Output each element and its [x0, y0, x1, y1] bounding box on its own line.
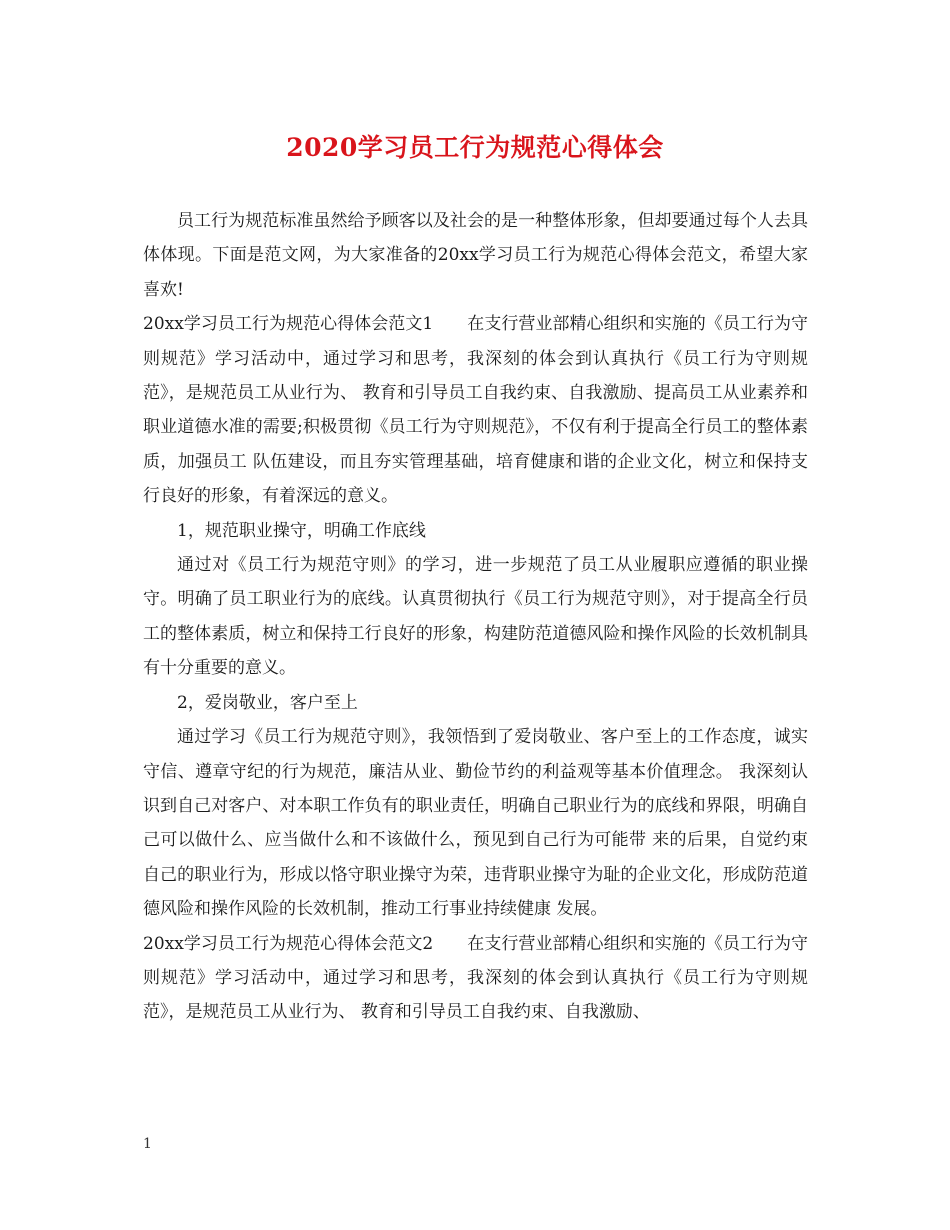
page-number: 1 [143, 1136, 152, 1152]
document-body [143, 204, 808, 1030]
section-heading-2: 2，爱岗敬业，客户至上 [177, 692, 358, 713]
section-heading-1: 1，规范职业操守，明确工作底线 [177, 520, 426, 541]
paragraph-section-2: 通过学习《员工行为规范守则》，我领悟到了爱岗敬业、客户至上的工作态度，诚实守信、遵章守纪的行为规范，廉洁从业、勤俭节约的利益观等基本价值理念。 我深刻认识到自己对客户、对本职工作负有的职业责任，明确自己职业行为的底线和界限，明确自己可以做什么、应当做什么和不该做什么，预见到自己行为可能带 来的后果，自觉约束自己的职业行为，形成以恪守职业操守为荣，违背职业操守为耻的企业文化，形成防范道德风险和操作风险的长效机制，推动工行事业持续健康 发展。 [143, 727, 808, 920]
paragraph-sample-2: 20xx学习员工行为规范心得体会范文2 在支行营业部精心组织和实施的《员工行为守则规范》学习活动中，通过学习和思考，我深刻的体会到认真执行《员工行为守则规范》，是规范员工从业行为、 教育和引导员工自我约束、自我激励、 [143, 933, 808, 1023]
paragraph-sample-1: 20xx学习员工行为规范心得体会范文1 在支行营业部精心组织和实施的《员工行为守则规范》学习活动中，通过学习和思考，我深刻的体会到认真执行《员工行为守则规范》，是规范员工从业行为、 教育和引导员工自我约束、自我激励、提高员工从业素养和职业道德水准的需要;积极贯彻《员工行为守则规范》，不仅有利于提高全行员工的整体素质，加强员工 队伍建设，而且夯实管理基础，培育健康和谐的企业文化，树立和保持支行良好的形象，有着深远的意义。 [143, 314, 808, 507]
paragraph-intro: 员工行为规范标准虽然给予顾客以及社会的是一种整体形象，但却要通过每个人去具体体现。下面是范文网，为大家准备的20xx学习员工行为规范心得体会范文，希望大家喜欢! [143, 211, 808, 300]
document-title: 2020学习员工行为规范心得体会 [286, 133, 664, 162]
paragraph-section-1: 通过对《员工行为规范守则》的学习，进一步规范了员工从业履职应遵循的职业操守。明确了员工职业行为的底线。认真贯彻执行《员工行为规范守则》，对于提高全行员工的整体素质，树立和保持工行良好的形象，构建防范道德风险和操作风险的长效机制具有十分重要的意义。 [143, 555, 808, 679]
